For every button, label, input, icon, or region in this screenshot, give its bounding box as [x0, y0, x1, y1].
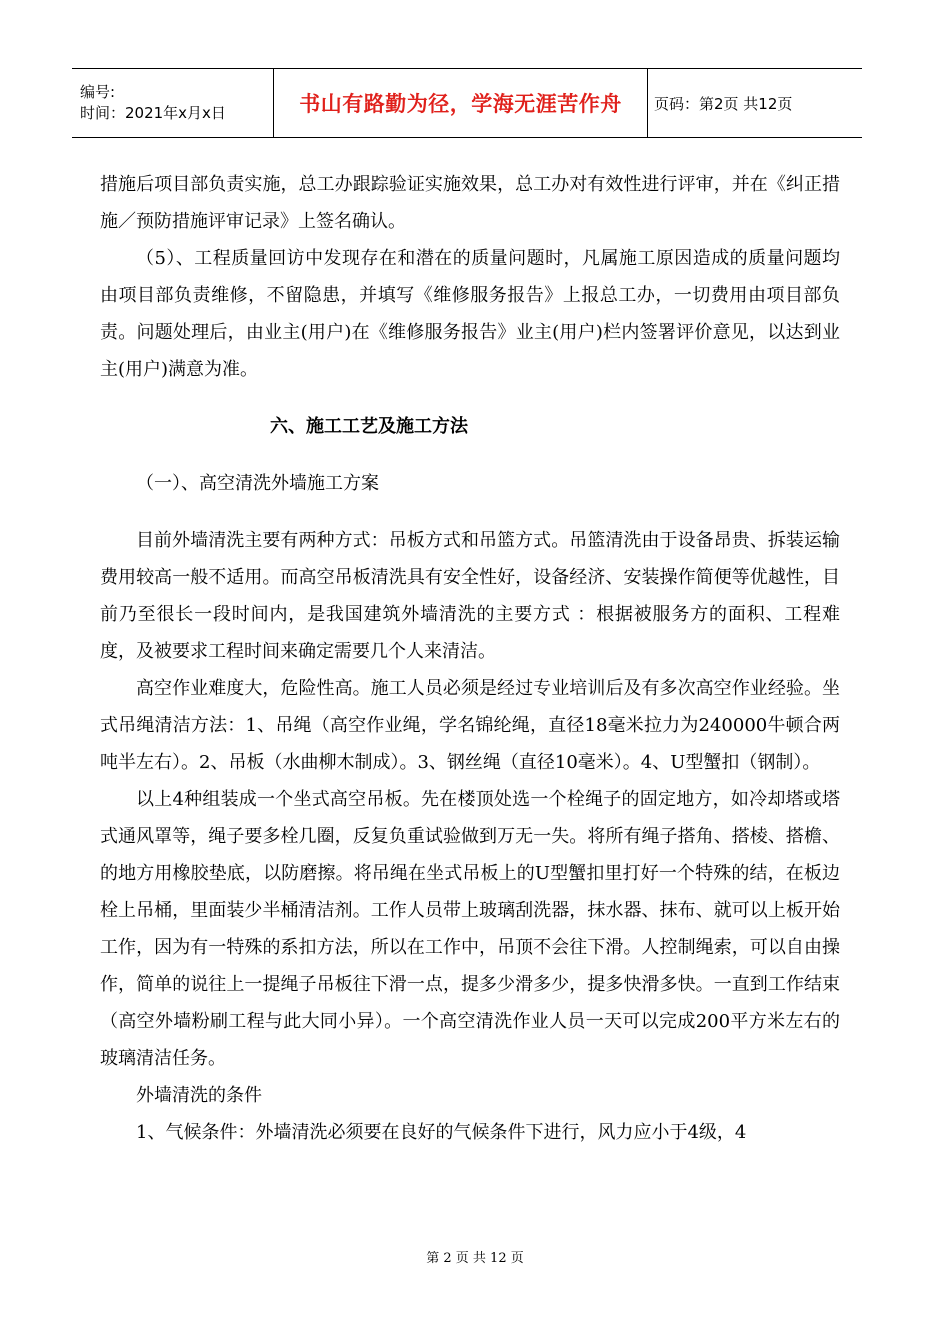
page-footer: [0, 1247, 950, 1266]
header-page-info: [648, 69, 862, 137]
section-title: 六、施工工艺及施工方法: [270, 416, 468, 437]
document-header: [72, 68, 862, 138]
subsection-title: （一）、高空清洗外墙施工方案: [136, 473, 379, 494]
document-body: [100, 166, 840, 1151]
document-time-label: 时间：2021年x月x日: [80, 104, 226, 122]
paragraph: （5）、工程质量回访中发现存在和潜在的质量问题时，凡属施工原因造成的质量问题均由项目部负责维修，不留隐患，并填写《维修服务报告》上报总工办，一切费用由项目部负责。问题处理后，由业主(用户)在《维修服务报告》业主(用户)栏内签署评价意见，以达到业主(用户)满意为准。: [100, 248, 840, 380]
paragraph: 1、气候条件：外墙清洗必须要在良好的气候条件下进行，风力应小于4级，4: [136, 1122, 747, 1143]
header-meta: [72, 69, 274, 137]
document-number-label: 编号:: [80, 83, 116, 101]
paragraph: 外墙清洗的条件: [136, 1085, 262, 1106]
page-info-text: 页码：第2页 共12页: [654, 94, 793, 113]
paragraph: 以上4种组装成一个坐式高空吊板。先在楼顶处选一个栓绳子的固定地方，如冷却塔或塔式通风罩等，绳子要多栓几圈，反复负重试验做到万无一失。将所有绳子搭角、搭棱、搭檐、的地方用橡胶垫底，以防磨擦。将吊绳在坐式吊板上的U型蟹扣里打好一个特殊的结，在板边栓上吊桶，里面装少半桶清洁剂。工作人员带上玻璃刮洗器，抹水器、抹布、就可以上板开始工作，因为有一特殊的系扣方法，所以在工作中，吊顶不会往下滑。人控制绳索，可以自由操作，简单的说往上一提绳子吊板往下滑一点，提多少滑多少，提多快滑多快。一直到工作结束（高空外墙粉刷工程与此大同小异）。一个高空清洗作业人员一天可以完成200平方米左右的玻璃清洁任务。: [100, 789, 840, 1069]
paragraph: 措施后项目部负责实施，总工办跟踪验证实施效果，总工办对有效性进行评审，并在《纠正措施／预防措施评审记录》上签名确认。: [100, 174, 840, 232]
paragraph: 高空作业难度大，危险性高。施工人员必须是经过专业培训后及有多次高空作业经验。坐式吊绳清洁方法：1、吊绳（高空作业绳，学名锦纶绳，直径18毫米拉力为240000牛顿合两吨半左右）。2、吊板（水曲柳木制成）。3、钢丝绳（直径10毫米）。4、U型蟹扣（钢制）。: [100, 678, 840, 773]
header-motto: [274, 69, 648, 137]
paragraph: 目前外墙清洗主要有两种方式：吊板方式和吊篮方式。吊篮清洗由于设备昂贵、拆装运输费用较高一般不适用。而高空吊板清洗具有安全性好，设备经济、安装操作简便等优越性，目前乃至很长一段时间内，是我国建筑外墙清洗的主要方式 ：根据被服务方的面积、工程难度，及被要求工程时间来确定需要几个人来清洁。: [100, 530, 840, 662]
footer-page-number: 第 2 页 共 12 页: [426, 1251, 524, 1266]
motto-text: 书山有路勤为径，学海无涯苦作舟: [299, 92, 622, 116]
